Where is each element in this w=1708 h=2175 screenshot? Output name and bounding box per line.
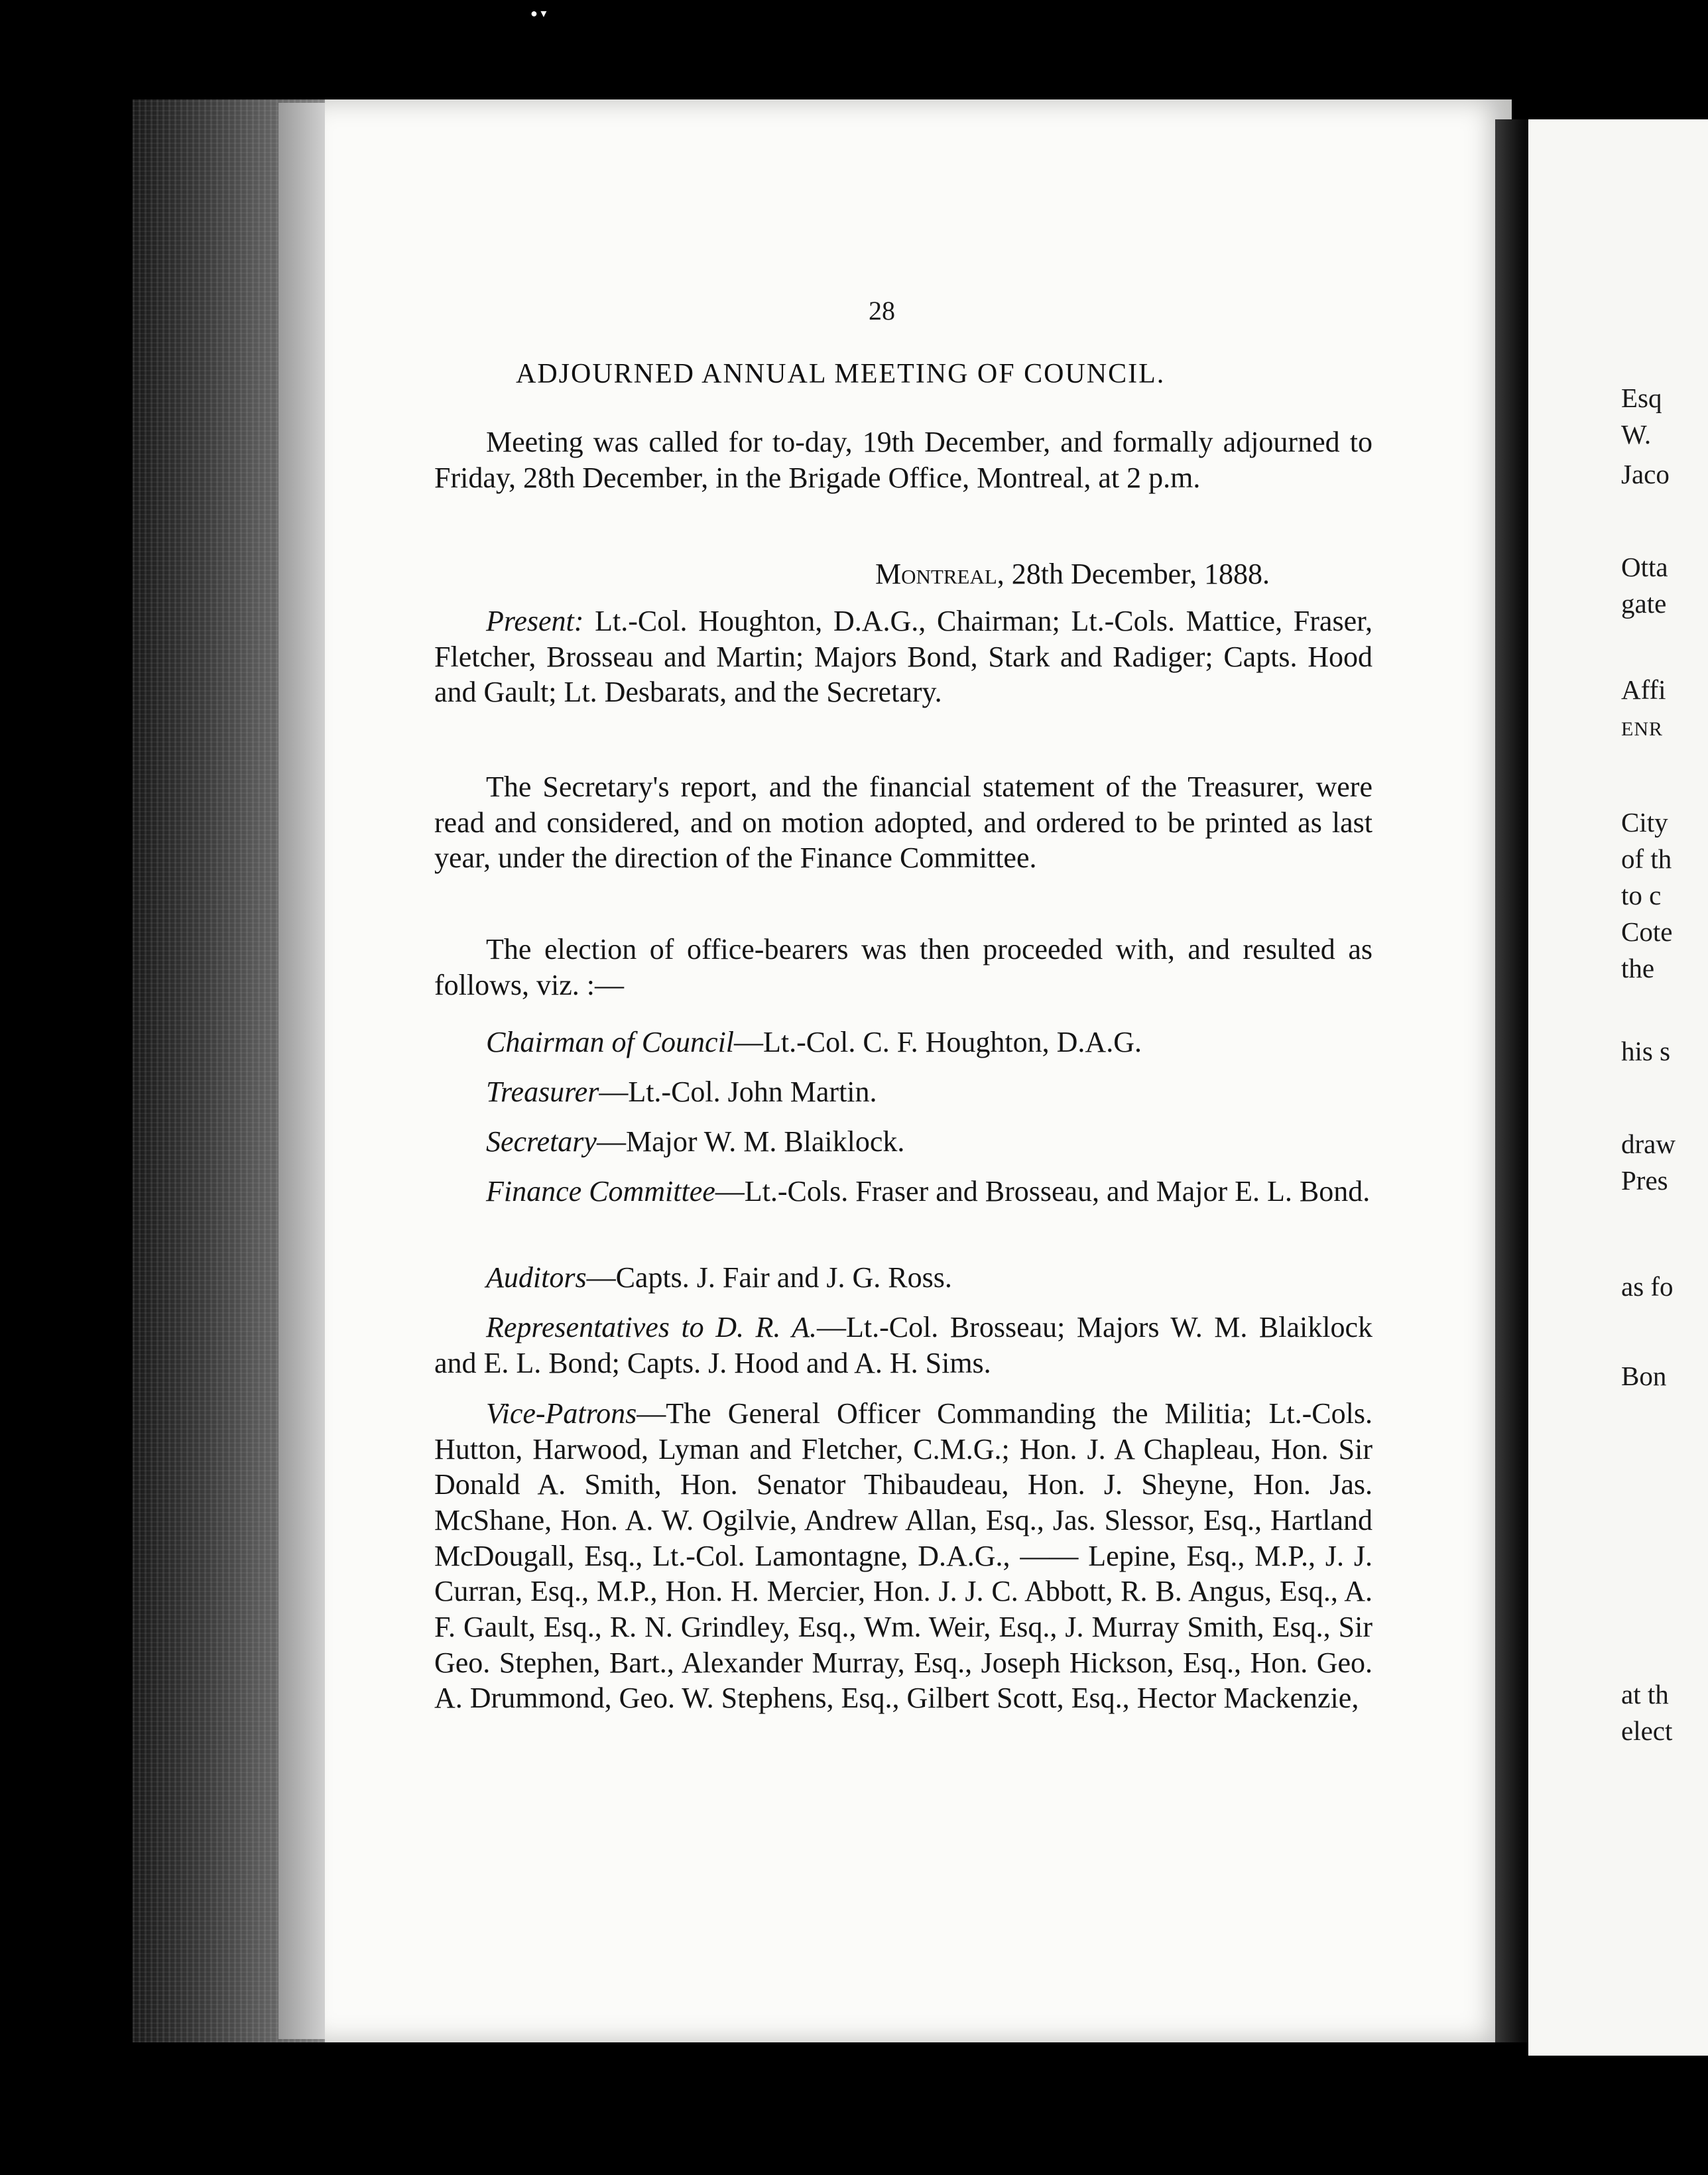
right-page-fragment: of th — [1621, 843, 1672, 874]
scan-speck: ● ▾ — [530, 7, 547, 20]
report-paragraph: The Secretary's report, and the financial statement of the Treasurer, were read and considered, and on motion adopted, and ordered to be printed as last year, under the direction of the Finance Committee. — [434, 771, 1372, 875]
dateline-place: Montreal, — [875, 558, 1005, 590]
right-page-fragment: as fo — [1621, 1271, 1674, 1302]
office-entry — [434, 1396, 1372, 1716]
page-heading: ADJOURNED ANNUAL MEETING OF COUNCIL. — [516, 359, 1166, 389]
right-page-fragment: elect — [1621, 1715, 1673, 1746]
right-page-fragment: the — [1621, 953, 1655, 983]
right-page-fragment: Pres — [1621, 1165, 1668, 1196]
right-page-fragment: to c — [1621, 880, 1662, 910]
dateline-date: 28th December, 1888. — [1011, 558, 1270, 590]
office-title: Vice-Patrons — [486, 1397, 637, 1430]
right-page-fragment: at th — [1621, 1679, 1669, 1709]
office-title: Treasurer — [486, 1076, 599, 1108]
right-page-fragment: City — [1621, 807, 1668, 838]
office-entry — [434, 1260, 1372, 1296]
page-number: 28 — [869, 296, 895, 326]
office-entry — [434, 1310, 1372, 1381]
right-page-fragment: his s — [1621, 1036, 1671, 1066]
right-page-fragment: Bon — [1621, 1361, 1667, 1391]
right-page-fragment: Cote — [1621, 916, 1673, 947]
office-holder: —Major W. M. Blaiklock. — [596, 1125, 905, 1158]
election-paragraph: The election of office-bearers was then proceeded with, and resulted as follows, viz. :— — [434, 933, 1372, 1001]
intro-paragraph: Meeting was called for to-day, 19th December, and formally adjourned to Friday, 28th December, in the Brigade Office, Montreal, at 2 p.m. — [434, 426, 1372, 494]
right-page-fragment: gate — [1621, 588, 1667, 619]
office-title: Chairman of Council — [486, 1026, 735, 1058]
right-page-fragment: ENR — [1621, 718, 1663, 740]
right-page-fragment: Otta — [1621, 552, 1668, 582]
right-page-fragment: Jaco — [1621, 459, 1670, 489]
office-title: Secretary — [486, 1125, 597, 1158]
office-title: Representatives to D. R. A. — [486, 1311, 817, 1343]
right-page — [1528, 119, 1708, 2056]
office-entry — [434, 1074, 1372, 1110]
office-title: Finance Committee — [486, 1175, 715, 1208]
present-paragraph — [434, 603, 1372, 710]
document-page — [325, 99, 1512, 2042]
right-page-fragment: W. — [1621, 419, 1652, 450]
office-holder: —The General Officer Commanding the Militia; Lt.-Cols. Hutton, Harwood, Lyman and Fletcher, C.M.G.; Hon. J. A Chapleau, Hon. Sir Donald A. Smith, Hon. Senator Thibaudeau, Hon. J. Sheyne, Hon. Jas. McShane, Hon. A. W. Ogilvie, Andrew Allan, Esq., Jas. Slessor, Esq., Hartland McDougall, Esq., Lt.-Col. Lamontagne, D.A.G., —— Lepine, Esq., M.P., J. J. Curran, Esq., M.P., Hon. H. Mercier, Hon. J. J. C. Abbott, R. B. Angus, Esq., A. F. Gault, Esq., R. N. Grindley, Esq., Wm. Weir, Esq., J. Murray Smith, Esq., Sir Geo. Stephen, Bart., Alexander Murray, Esq., Joseph Hickson, Esq., Hon. Geo. A. Drummond, Geo. W. Stephens, Esq., Gilbert Scott, Esq., Hector Mackenzie, — [434, 1397, 1372, 1715]
office-entry — [434, 1174, 1372, 1210]
office-holder: —Lt.-Col. Brosseau; Majors W. M. Blaiklock and E. L. Bond; Capts. J. Hood and A. H. Sims. — [434, 1311, 1372, 1379]
present-text: Lt.-Col. Houghton, D.A.G., Chairman; Lt.-Cols. Mattice, Fraser, Fletcher, Brosseau and Martin; Majors Bond, Stark and Radiger; Capts. Hood and Gault; Lt. Desbarats, and the Secretary. — [434, 605, 1372, 709]
office-holder: —Lt.-Col. C. F. Houghton, D.A.G. — [734, 1026, 1142, 1058]
book-edge-highlight — [278, 103, 332, 2039]
right-page-fragment: Affi — [1621, 674, 1666, 705]
right-page-fragment: Esq — [1621, 383, 1662, 413]
dateline — [875, 557, 1270, 591]
present-label: Present: — [486, 605, 584, 637]
office-holder: —Capts. J. Fair and J. G. Ross. — [586, 1261, 952, 1294]
office-holder: —Lt.-Cols. Fraser and Brosseau, and Major E. L. Bond. — [715, 1175, 1371, 1208]
office-entry — [434, 1124, 1372, 1160]
office-title: Auditors — [486, 1261, 587, 1294]
office-holder: —Lt.-Col. John Martin. — [599, 1076, 877, 1108]
office-entry — [434, 1025, 1372, 1060]
right-page-fragment: draw — [1621, 1129, 1676, 1159]
